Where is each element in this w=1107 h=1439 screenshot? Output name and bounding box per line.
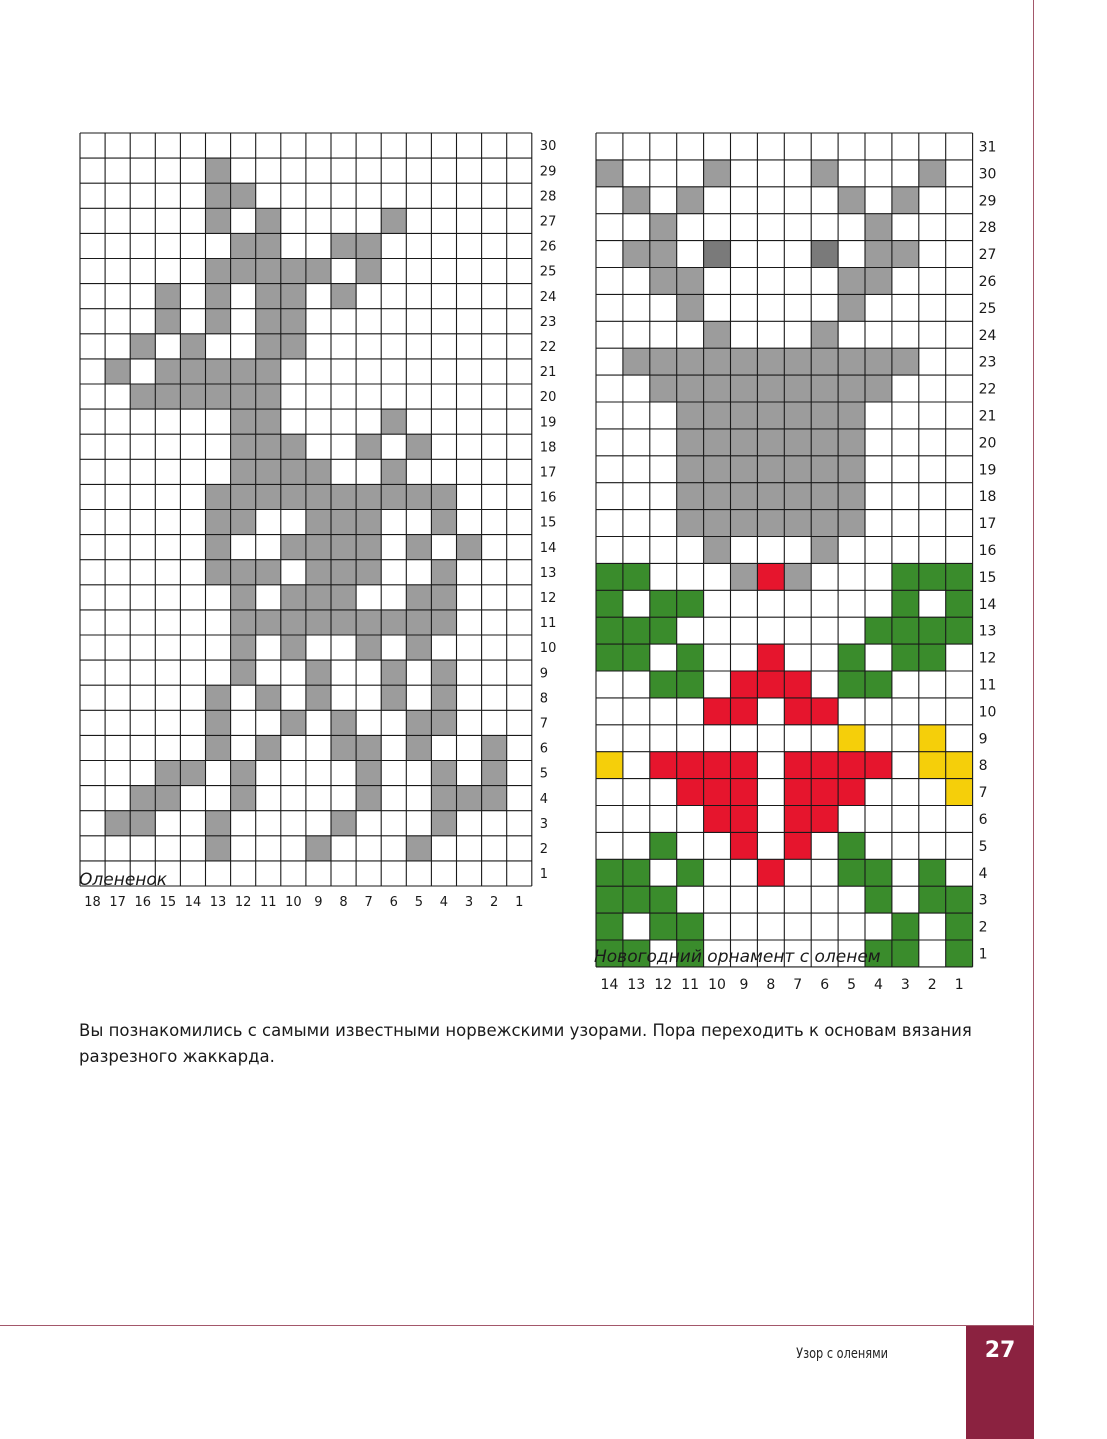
column-number-label: 18 — [84, 895, 101, 910]
chart-cell-green — [865, 617, 892, 644]
chart-cell-gray — [757, 510, 784, 537]
chart-cell-green — [623, 859, 650, 886]
chart-cell-gray — [811, 456, 838, 483]
row-number-label: 9 — [978, 731, 988, 748]
row-number-label: 29 — [539, 164, 557, 180]
row-number-label: 30 — [539, 139, 557, 155]
column-number-label: 12 — [234, 895, 252, 910]
column-number-label: 14 — [600, 976, 619, 993]
row-number-label: 17 — [539, 465, 557, 481]
chart-cell-green — [919, 886, 946, 913]
chart-cell-gray — [704, 375, 731, 402]
chart-cell-green — [946, 590, 973, 617]
chart-cell-gray — [838, 348, 865, 375]
row-number-label: 14 — [539, 540, 557, 556]
row-number-label: 22 — [539, 340, 557, 356]
row-number-label: 17 — [978, 516, 997, 533]
chart-cell-gray — [838, 402, 865, 429]
chart-cell-red — [704, 806, 731, 833]
chart-cell-green — [596, 886, 623, 913]
chart-cell-gray — [811, 375, 838, 402]
row-number-label: 3 — [539, 816, 549, 832]
chart-cell-red — [757, 644, 784, 671]
chart-cell-gray — [704, 160, 731, 187]
row-number-label: 20 — [539, 390, 557, 406]
chart-cell-green — [596, 913, 623, 940]
chart-cell-gray — [704, 348, 731, 375]
chart-cell-green — [650, 671, 677, 698]
chart-cell-green — [892, 590, 919, 617]
chart-cell-gray — [731, 483, 758, 510]
chart-cell-red — [731, 671, 758, 698]
body-paragraph: Вы познакомились с самыми известными норвежскими узорами. Пора переходить к основам вязания разрезного жаккарда. — [79, 1021, 972, 1066]
chart-cell-yellow — [919, 752, 946, 779]
chart-cell-gray — [784, 402, 811, 429]
row-number-label: 8 — [539, 691, 549, 707]
row-number-label: 21 — [978, 408, 997, 425]
chart-cell-yellow — [596, 752, 623, 779]
ornament-caption: Новогодний орнамент с оленем — [594, 947, 881, 967]
row-number-label: 23 — [978, 354, 997, 371]
row-number-label: 22 — [978, 381, 997, 398]
chart-cell-green — [919, 644, 946, 671]
chart-cell-gray — [677, 375, 704, 402]
chart-cell-yellow — [946, 752, 973, 779]
chart-cell-red — [784, 752, 811, 779]
column-number-label: 5 — [847, 976, 857, 993]
chart-cell-green — [838, 671, 865, 698]
chart-cell-green — [892, 940, 919, 967]
chart-cell-green — [919, 617, 946, 644]
row-number-label: 28 — [539, 189, 557, 205]
row-number-label: 25 — [539, 264, 557, 280]
row-number-label: 4 — [978, 865, 988, 882]
chart-cell-gray — [865, 268, 892, 295]
chart-cell-red — [838, 779, 865, 806]
row-number-label: 8 — [978, 758, 988, 775]
chart-cell-red — [731, 698, 758, 725]
column-number-label: 3 — [900, 976, 910, 993]
chart-cell-red — [757, 859, 784, 886]
chart-cell-green — [677, 859, 704, 886]
chart-cell-green — [623, 563, 650, 590]
chart-cell-green — [623, 617, 650, 644]
chart-cell-red — [731, 752, 758, 779]
chart-cell-red — [650, 752, 677, 779]
row-number-label: 12 — [539, 591, 557, 607]
chart-cell-gray — [865, 348, 892, 375]
chart-cell-green — [650, 886, 677, 913]
row-number-label: 7 — [539, 716, 549, 732]
column-number-label: 8 — [766, 976, 776, 993]
chart-cell-gray — [704, 321, 731, 348]
row-number-label: 5 — [978, 838, 988, 855]
row-number-label: 6 — [978, 811, 988, 828]
chart-cell-gray — [811, 160, 838, 187]
row-number-label: 14 — [978, 596, 997, 613]
fawn-caption: Олененок — [79, 870, 168, 890]
chart-cell-green — [677, 644, 704, 671]
chart-cell-green — [596, 590, 623, 617]
chart-cell-gray — [811, 429, 838, 456]
row-number-label: 15 — [539, 515, 557, 531]
chart-cell-green — [946, 617, 973, 644]
row-number-label: 11 — [539, 616, 557, 632]
column-number-label: 3 — [464, 895, 474, 910]
row-number-label: 11 — [978, 677, 997, 694]
chart-cell-gray — [784, 563, 811, 590]
chart-cell-gray — [677, 510, 704, 537]
chart-cell-gray — [865, 375, 892, 402]
chart-cell-red — [784, 698, 811, 725]
chart-cell-red — [677, 779, 704, 806]
chart-cell-red — [838, 752, 865, 779]
chart-cell-green — [596, 644, 623, 671]
chart-cell-gray — [757, 429, 784, 456]
chart-cell-red — [811, 698, 838, 725]
chart-cell-green — [677, 671, 704, 698]
chart-cell-gray — [784, 348, 811, 375]
chart-cell-green — [865, 859, 892, 886]
column-number-label: 13 — [627, 976, 646, 993]
chart-cell-gray — [704, 537, 731, 564]
row-number-label: 25 — [978, 300, 997, 317]
chart-cell-green — [623, 886, 650, 913]
chart-cell-gray — [838, 294, 865, 321]
chart-cell-yellow — [946, 779, 973, 806]
chart-cell-green — [596, 859, 623, 886]
column-number-label: 4 — [439, 895, 449, 910]
chart-cell-green — [946, 940, 973, 967]
chart-cell-red — [811, 779, 838, 806]
chart-cell-yellow — [838, 725, 865, 752]
chart-cell-red — [811, 752, 838, 779]
row-number-label: 21 — [539, 365, 557, 381]
chart-cell-gray — [784, 429, 811, 456]
running-title: Узор с оленями — [796, 1346, 888, 1362]
chart-cell-gray — [731, 348, 758, 375]
column-number-label: 10 — [285, 895, 302, 910]
row-number-label: 24 — [978, 327, 997, 344]
chart-cell-gray — [838, 429, 865, 456]
chart-cell-gray — [811, 321, 838, 348]
chart-cell-gray — [811, 510, 838, 537]
chart-cell-green — [596, 617, 623, 644]
chart-cell-red — [731, 806, 758, 833]
chart-cell-gray — [704, 402, 731, 429]
row-number-label: 16 — [539, 490, 557, 506]
chart-cell-green — [892, 563, 919, 590]
chart-cell-gray — [650, 241, 677, 268]
footer-rule — [0, 1325, 1034, 1326]
chart-cell-green — [650, 913, 677, 940]
chart-cell-red — [677, 752, 704, 779]
chart-cell-gray — [731, 510, 758, 537]
row-number-label: 18 — [539, 440, 557, 456]
row-number-label: 19 — [539, 415, 557, 431]
chart-cell-green — [919, 563, 946, 590]
chart-cell-red — [784, 779, 811, 806]
chart-cell-gray — [677, 348, 704, 375]
row-number-label: 30 — [978, 166, 997, 183]
chart-cell-gray — [757, 456, 784, 483]
column-number-label: 8 — [339, 895, 348, 910]
column-number-label: 5 — [414, 895, 423, 910]
chart-cell-red — [731, 832, 758, 859]
chart-cell-gray — [838, 375, 865, 402]
row-number-label: 20 — [978, 435, 997, 452]
row-number-label: 15 — [978, 569, 997, 586]
chart-cell-gray — [811, 537, 838, 564]
row-number-label: 9 — [539, 666, 549, 682]
row-number-label: 29 — [978, 193, 997, 210]
row-number-label: 2 — [978, 919, 988, 936]
chart-cell-gray — [757, 348, 784, 375]
row-number-label: 23 — [539, 314, 557, 330]
chart-cell-gray — [757, 483, 784, 510]
column-number-label: 12 — [654, 976, 673, 993]
row-number-label: 28 — [978, 220, 997, 237]
column-number-label: 2 — [490, 895, 499, 910]
column-number-label: 4 — [873, 976, 883, 993]
chart-cell-yellow — [919, 725, 946, 752]
chart-cell-green — [650, 617, 677, 644]
chart-cell-gray — [677, 268, 704, 295]
chart-cell-gray — [677, 483, 704, 510]
row-number-label: 26 — [539, 239, 557, 255]
chart-cell-gray — [677, 456, 704, 483]
page-number: 27 — [984, 1338, 1016, 1363]
chart-cell-gray — [650, 268, 677, 295]
chart-cell-green — [677, 590, 704, 617]
chart-cell-gray — [677, 294, 704, 321]
row-number-label: 27 — [539, 214, 557, 230]
chart-cell-gray — [811, 348, 838, 375]
column-number-label: 2 — [927, 976, 937, 993]
chart-cell-gray — [892, 348, 919, 375]
column-number-label: 6 — [820, 976, 830, 993]
chart-cell-gray — [784, 375, 811, 402]
chart-cell-gray — [865, 241, 892, 268]
chart-cell-green — [919, 859, 946, 886]
row-number-label: 7 — [978, 785, 988, 802]
row-number-label: 4 — [539, 791, 549, 807]
chart-cell-gray — [919, 160, 946, 187]
chart-cell-gray — [784, 510, 811, 537]
chart-cell-gray — [650, 348, 677, 375]
chart-cell-gray — [677, 429, 704, 456]
chart-cell-dark-gray — [704, 241, 731, 268]
chart-cell-gray — [757, 402, 784, 429]
column-number-label: 7 — [793, 976, 803, 993]
chart-cell-green — [946, 913, 973, 940]
chart-cell-red — [731, 779, 758, 806]
row-number-label: 18 — [978, 489, 997, 506]
chart-cell-green — [865, 671, 892, 698]
chart-cell-red — [704, 698, 731, 725]
chart-cell-green — [623, 644, 650, 671]
chart-cell-gray — [811, 483, 838, 510]
chart-cell-gray — [838, 456, 865, 483]
row-number-label: 13 — [539, 565, 557, 581]
column-number-label: 13 — [209, 895, 227, 910]
chart-cell-green — [892, 617, 919, 644]
chart-cell-green — [677, 913, 704, 940]
row-number-label: 27 — [978, 247, 997, 264]
column-number-label: 15 — [159, 895, 177, 910]
chart-cell-red — [704, 779, 731, 806]
column-number-label: 1 — [515, 895, 524, 910]
row-number-label: 1 — [978, 946, 988, 963]
column-number-label: 9 — [739, 976, 749, 993]
chart-cell-gray — [704, 483, 731, 510]
chart-cell-gray — [838, 483, 865, 510]
row-number-label: 10 — [539, 641, 557, 657]
row-number-label: 31 — [978, 139, 997, 156]
chart-cell-gray — [865, 214, 892, 241]
row-number-label: 16 — [978, 542, 997, 559]
column-number-label: 16 — [134, 895, 152, 910]
column-number-label: 1 — [954, 976, 964, 993]
chart-cell-gray — [704, 456, 731, 483]
chart-cell-gray — [784, 456, 811, 483]
column-number-label: 10 — [708, 976, 726, 993]
column-number-label: 11 — [681, 976, 700, 993]
chart-cell-gray — [704, 429, 731, 456]
chart-cell-gray — [704, 510, 731, 537]
chart-cell-green — [650, 832, 677, 859]
row-number-label: 13 — [978, 623, 997, 640]
chart-cell-gray — [784, 483, 811, 510]
column-number-label: 14 — [184, 895, 202, 910]
chart-cell-gray — [838, 510, 865, 537]
chart-cell-red — [784, 806, 811, 833]
chart-cell-gray — [757, 375, 784, 402]
chart-cell-red — [757, 563, 784, 590]
chart-cell-gray — [677, 402, 704, 429]
row-number-label: 19 — [978, 462, 997, 479]
chart-cell-red — [704, 752, 731, 779]
chart-cell-green — [838, 859, 865, 886]
chart-cell-green — [892, 913, 919, 940]
chart-cell-gray — [731, 429, 758, 456]
column-number-label: 6 — [389, 895, 398, 910]
chart-cell-green — [946, 563, 973, 590]
chart-cell-dark-gray — [811, 241, 838, 268]
chart-cell-gray — [811, 402, 838, 429]
row-number-label: 1 — [539, 867, 549, 883]
chart-cell-gray — [650, 214, 677, 241]
chart-cell-gray — [677, 187, 704, 214]
column-number-label: 17 — [109, 895, 126, 910]
chart-cell-red — [757, 671, 784, 698]
row-number-label: 24 — [539, 289, 557, 305]
chart-cell-green — [946, 886, 973, 913]
chart-cell-red — [784, 832, 811, 859]
row-number-label: 10 — [978, 704, 997, 721]
chart-cell-green — [838, 832, 865, 859]
column-number-label: 7 — [364, 895, 373, 910]
chart-cell-green — [596, 563, 623, 590]
row-number-label: 5 — [539, 766, 549, 782]
chart-cell-gray — [838, 268, 865, 295]
chart-cell-gray — [838, 187, 865, 214]
chart-cell-gray — [650, 375, 677, 402]
row-number-label: 6 — [539, 741, 549, 757]
chart-cell-gray — [892, 241, 919, 268]
column-number-label: 9 — [314, 895, 323, 910]
chart-cell-gray — [731, 375, 758, 402]
chart-cell-gray — [623, 348, 650, 375]
chart-cell-green — [650, 590, 677, 617]
chart-cell-red — [865, 752, 892, 779]
chart-cell-gray — [731, 402, 758, 429]
chart-cell-gray — [731, 456, 758, 483]
column-number-label: 11 — [259, 895, 277, 910]
chart-cell-gray — [596, 160, 623, 187]
chart-cell-green — [892, 644, 919, 671]
chart-cell-gray — [623, 241, 650, 268]
row-number-label: 12 — [978, 650, 997, 667]
chart-cell-green — [865, 886, 892, 913]
chart-cell-red — [784, 671, 811, 698]
chart-cell-green — [838, 644, 865, 671]
chart-cell-gray — [892, 187, 919, 214]
chart-cell-gray — [731, 563, 758, 590]
chart-cell-gray — [623, 187, 650, 214]
row-number-label: 3 — [978, 892, 988, 909]
chart-cell-red — [811, 806, 838, 833]
row-number-label: 2 — [539, 842, 549, 858]
row-number-label: 26 — [978, 273, 997, 290]
